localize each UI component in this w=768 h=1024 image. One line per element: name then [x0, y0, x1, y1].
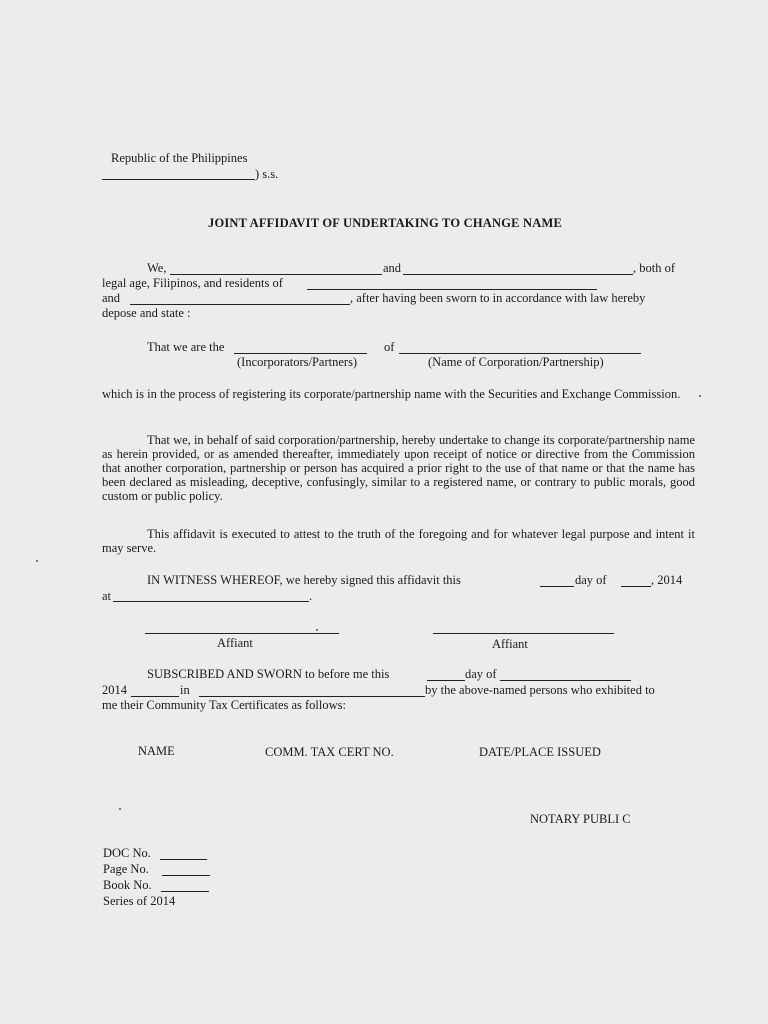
affiant-signature-line-2: [433, 633, 614, 634]
name-blank-1: [170, 274, 382, 275]
scan-speck: [119, 808, 121, 810]
date-place-column-header: DATE/PLACE ISSUED: [479, 745, 601, 759]
venue-blank: [102, 179, 255, 180]
page-no-label: Page No.: [103, 862, 149, 876]
book-no-blank: [161, 891, 209, 892]
witness-day-of: day of: [575, 573, 607, 587]
attest-paragraph: This affidavit is executed to attest to the truth of the foregoing and for whatever legal purpose and intent it may serve.: [102, 527, 695, 555]
corporation-name-blank: [399, 353, 641, 354]
affiant-label-2: Affiant: [492, 637, 528, 651]
affiant-signature-line-1: [145, 633, 339, 634]
country-heading: Republic of the Philippines: [111, 151, 248, 165]
scan-speck: [316, 629, 318, 631]
subscribed-day-blank: [427, 680, 465, 681]
witness-text: IN WITNESS WHEREOF, we hereby signed this affidavit this: [147, 573, 461, 587]
affiant-label-1: Affiant: [217, 636, 253, 650]
witness-period: .: [309, 589, 313, 603]
we-label: We,: [147, 261, 167, 275]
witness-at-label: at: [102, 589, 112, 603]
of-label: of: [384, 340, 395, 354]
witness-year: , 2014: [651, 573, 683, 587]
name-column-header: NAME: [138, 744, 175, 758]
document-title: JOINT AFFIDAVIT OF UNDERTAKING TO CHANGE NAME: [208, 216, 562, 230]
ss-label: ) s.s.: [255, 167, 279, 181]
sworn-text: , after having been sworn to in accordance with law hereby: [350, 291, 646, 305]
doc-no-blank: [160, 859, 207, 860]
depose-text: depose and state :: [102, 306, 191, 320]
both-of-label: [633, 261, 695, 275]
notary-public-label: NOTARY PUBLI C: [530, 812, 631, 826]
witness-place-blank: [113, 601, 309, 602]
subscribed-in: in: [180, 683, 190, 697]
undertake-paragraph: That we, in behalf of said corporation/partnership, hereby undertake to change its corporate/partnership name as herein provided, or as amended thereafter, immediately upon receipt of notice or directive from the Commission that another corporation, partnership or person has acquired a prior right to the use of that name or that the name has been declared as misleading, deceptive, confusingly, similar to a registered name, or contrary to public morals, good custom or public policy.: [102, 433, 695, 503]
subscribed-text: SUBSCRIBED AND SWORN to before me this: [147, 667, 390, 681]
doc-no-label: DOC No.: [103, 846, 151, 860]
incorporators-blank: [234, 353, 367, 354]
page-no-blank: [162, 875, 210, 876]
scan-speck: [699, 395, 701, 397]
that-we-are-label: That we are the: [147, 340, 225, 354]
both-of-text: , both of: [633, 261, 676, 275]
and-label-2: and: [102, 291, 121, 305]
exhibited-text: by the above-named persons who exhibited to: [425, 683, 655, 697]
residence-blank-1: [307, 289, 597, 290]
corporation-caption: (Name of Corporation/Partnership): [428, 355, 604, 369]
witness-day-blank: [540, 586, 574, 587]
incorporators-caption: (Incorporators/Partners): [237, 355, 358, 369]
name-blank-2: [403, 274, 633, 275]
witness-month-blank: [621, 586, 651, 587]
book-no-label: Book No.: [103, 878, 152, 892]
and-label: and: [383, 261, 402, 275]
subscribed-year-blank: [131, 696, 179, 697]
subscribed-place-blank: [199, 696, 425, 697]
tax-certificates-text: me their Community Tax Certificates as follows:: [102, 698, 346, 712]
subscribed-year: 2014: [102, 683, 127, 697]
subscribed-day-of: day of: [465, 667, 497, 681]
registering-paragraph: which is in the process of registering its corporate/partnership name with the Securities and Exchange Commission.: [102, 387, 681, 401]
series-label: Series of 2014: [103, 894, 176, 908]
residence-blank-2: [130, 304, 350, 305]
scan-speck: [36, 560, 38, 562]
subscribed-month-blank: [500, 680, 631, 681]
residents-label: legal age, Filipinos, and residents of: [102, 276, 283, 290]
tax-cert-column-header: COMM. TAX CERT NO.: [265, 745, 394, 759]
